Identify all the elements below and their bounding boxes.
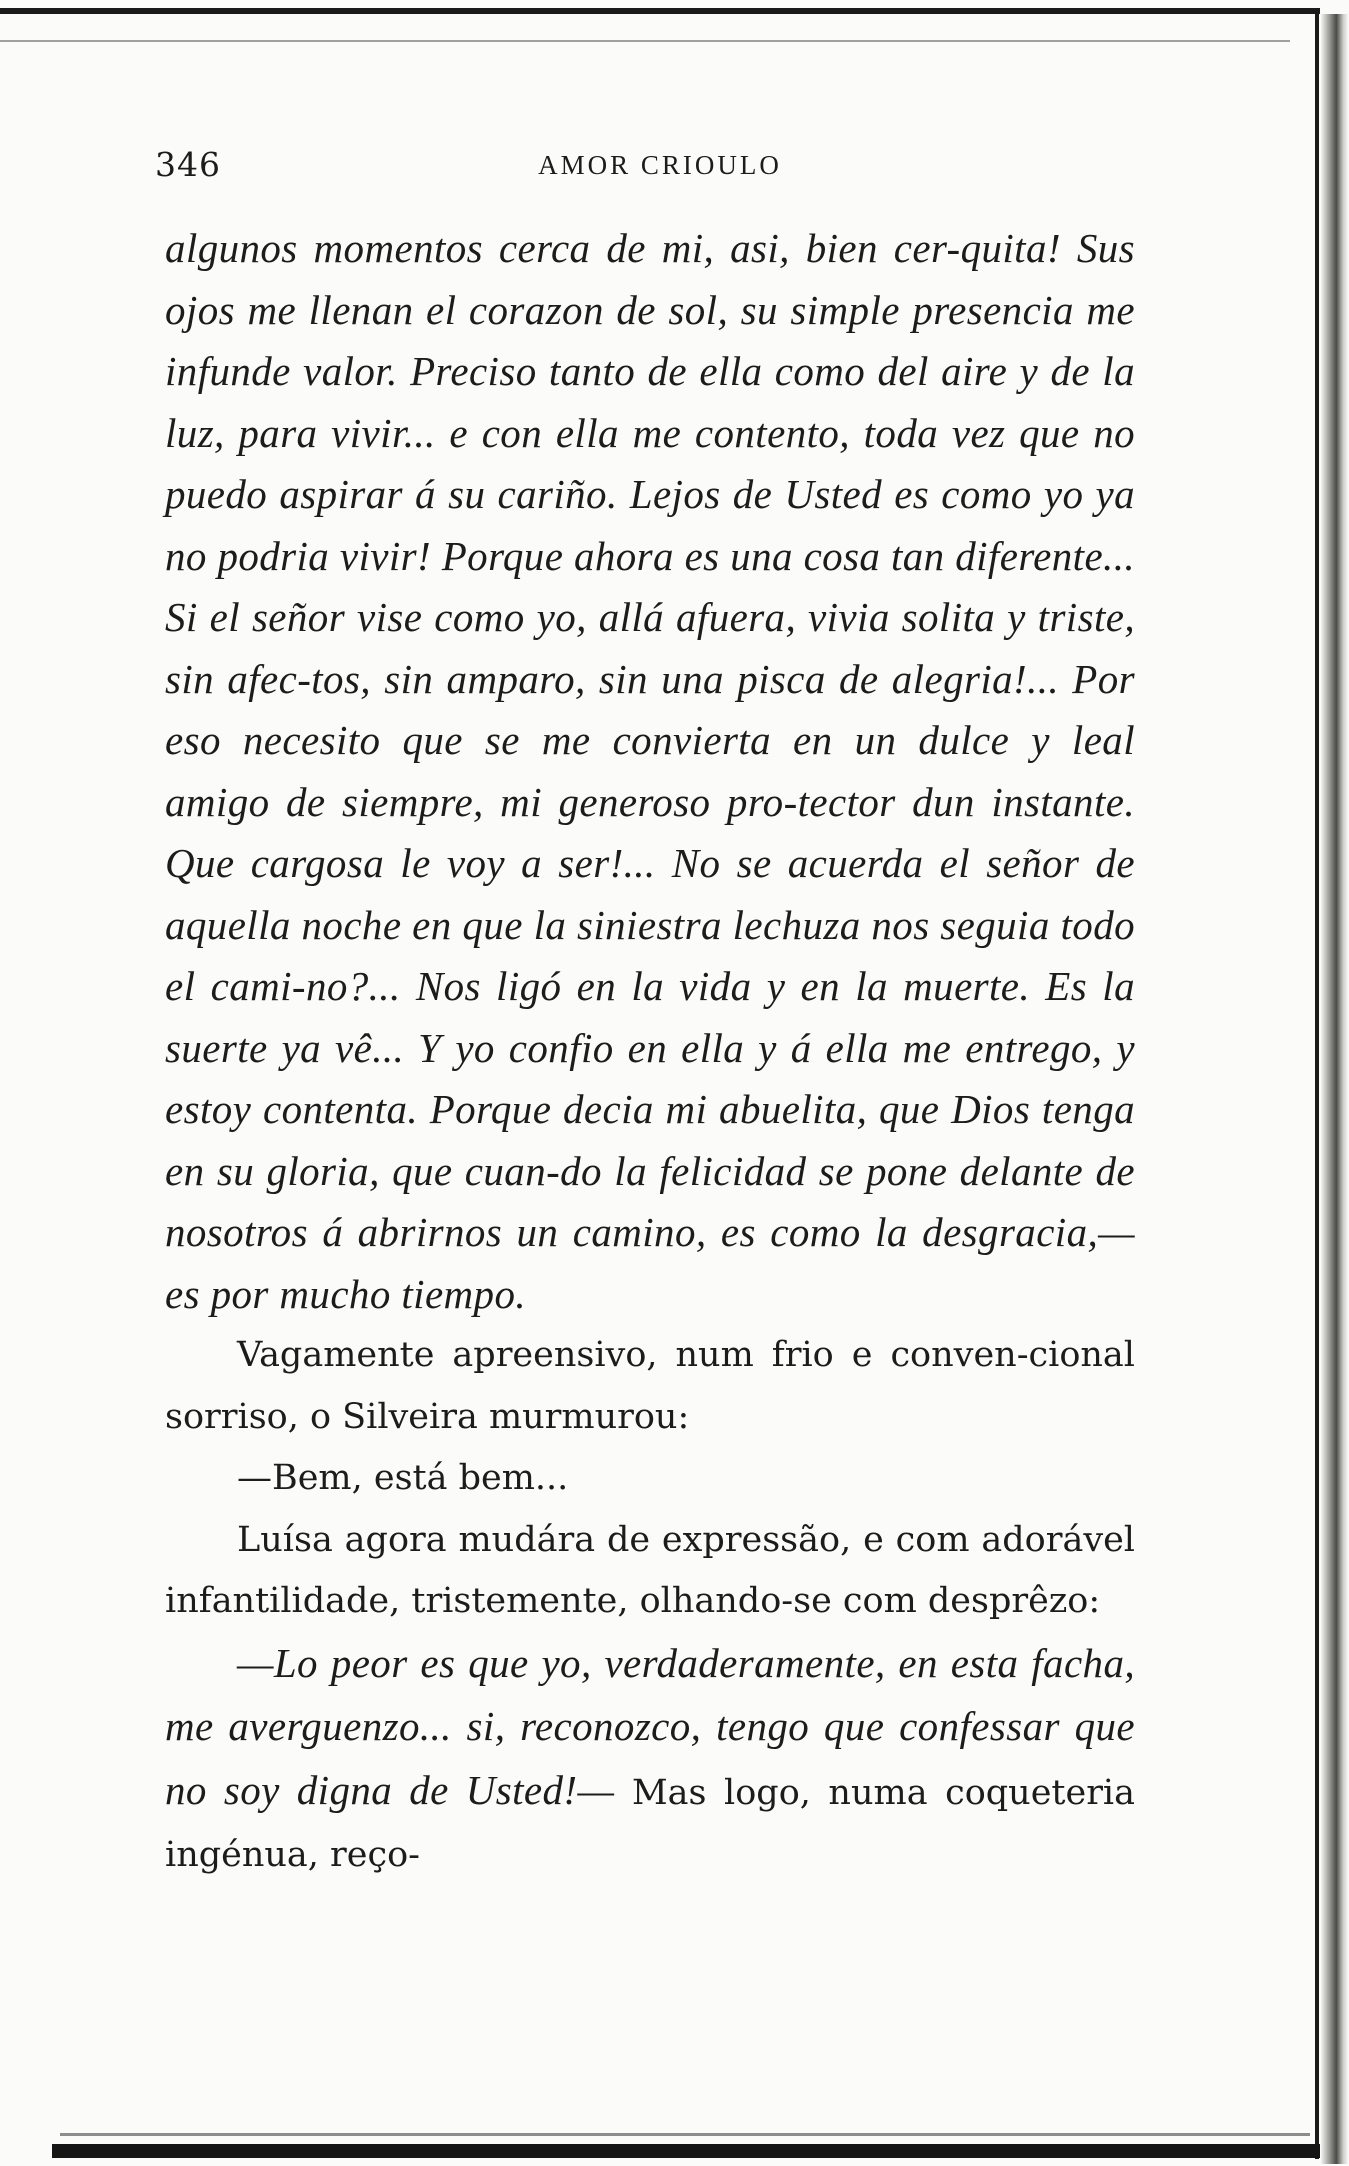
running-title: AMOR CRIOULO bbox=[538, 150, 782, 180]
scan-right-edge bbox=[1321, 14, 1349, 2164]
paragraph-letter: algunos momentos cerca de mi, asi, bien cer-quita! Sus ojos me llenan el corazon de sol, su simple presencia me infunde valor. Preciso tanto de ella como del aire y de la luz, para vivir... e con ella me contento, toda vez que no puedo aspirar á su cariño. Lejos de Usted es como yo ya no podria vivir! Porque ahora es una cosa tan diferente... Si el señor vise como yo, allá afuera, vivia solita y triste, sin afec-tos, sin amparo, sin una pisca de alegria!... Por eso necesito que se me convierta en un dulce y leal amigo de siempre, mi generoso pro-tector dun instante. Que cargosa le voy a ser!... No se acuerda el señor de aquella noche en que la siniestra lechuza nos seguia todo el cami-no?... Nos ligó en la vida y en la muerte. Es la suerte ya vê... Y yo confio en ella y á ella me entrego, y estoy contenta. Porque decia mi abuelita, que Dios tenga en su gloria, que cuan-do la felicidad se pone delante de nosotros á abrirnos un camino, es como la desgracia,— es por mucho tiempo. bbox=[165, 225, 1135, 1317]
dialogue-roman: Mas logo, numa coqueteria ingénua, reço- bbox=[165, 1772, 1135, 1875]
page-number: 346 bbox=[155, 145, 221, 184]
paragraph-dialogue: —Bem, está bem... bbox=[237, 1458, 569, 1498]
scan-top-line bbox=[0, 40, 1290, 42]
paragraph-narration: Vagamente apreensivo, num frio e conven-cional sorriso, o Silveira murmurou: bbox=[165, 1335, 1135, 1437]
running-head bbox=[155, 145, 1165, 195]
dialogue-italic: —Lo peor es que yo, verdaderamente, en esta facha, me averguenzo... si, reconozco, tengo que confessar que no soy digna de Usted!— bbox=[165, 1639, 1135, 1813]
paragraph-narration-2: Luísa agora mudára de expressão, e com adorável infantilidade, tristemente, olhando-se com desprêzo: bbox=[165, 1519, 1135, 1621]
text-block bbox=[165, 218, 1135, 1887]
scan-bottom-border bbox=[52, 2144, 1320, 2158]
scan-top-border bbox=[0, 8, 1320, 14]
paragraph-dialogue-2 bbox=[165, 1633, 1135, 1887]
scan-bottom-line bbox=[60, 2133, 1310, 2136]
scan-right-line bbox=[1315, 14, 1319, 2159]
